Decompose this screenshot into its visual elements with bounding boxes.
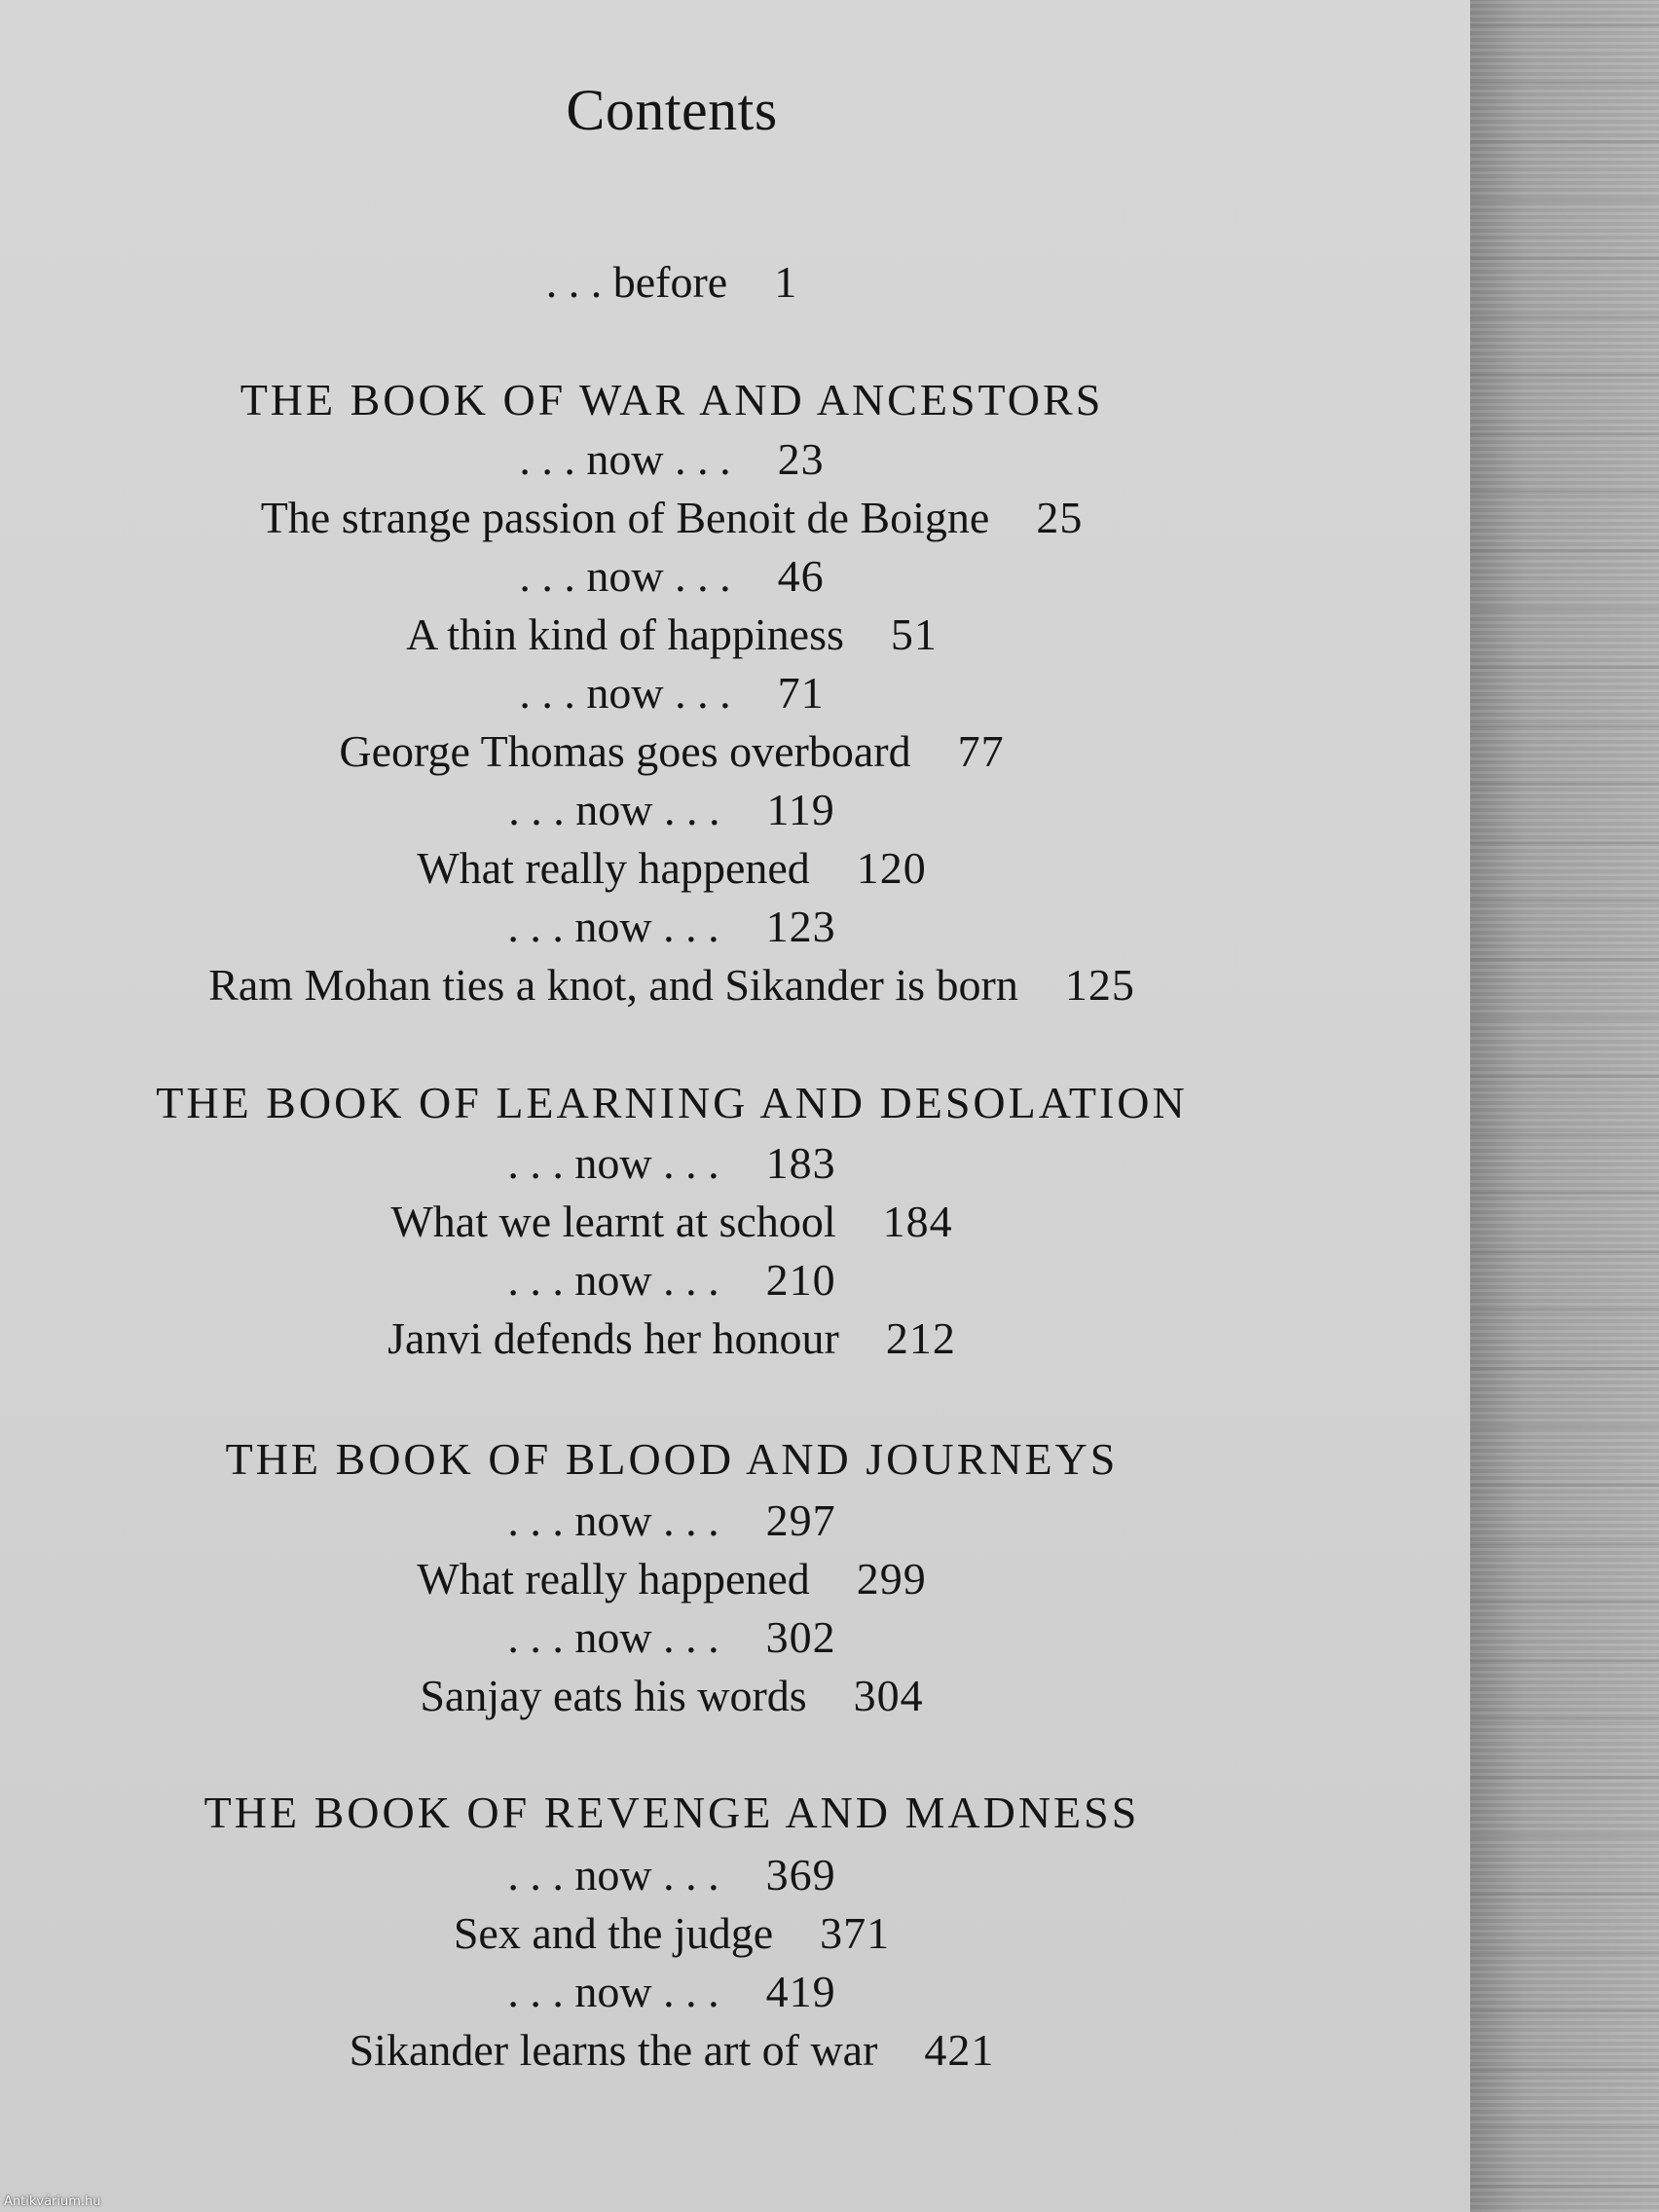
toc-entry bbox=[0, 1848, 1344, 1902]
entry-page-number: 371 bbox=[820, 1908, 891, 1958]
toc-entry bbox=[0, 1195, 1344, 1249]
entry-page-number: 183 bbox=[765, 1138, 836, 1188]
prologue-entry bbox=[0, 255, 1344, 310]
section-heading: THE BOOK OF WAR AND ANCESTORS bbox=[240, 375, 1104, 424]
entry-page-number: 419 bbox=[765, 1967, 836, 2016]
entry-label: The strange passion of Benoit de Boigne bbox=[260, 493, 990, 542]
section-heading: THE BOOK OF BLOOD AND JOURNEYS bbox=[225, 1434, 1119, 1484]
toc-entry bbox=[0, 1552, 1344, 1606]
entry-label: . . . now . . . bbox=[507, 1612, 719, 1662]
entry-page-number: 212 bbox=[885, 1313, 956, 1363]
toc-entry bbox=[0, 1136, 1344, 1191]
entry-label: Ram Mohan ties a knot, and Sikander is born bbox=[208, 960, 1018, 1010]
entry-page-number: 369 bbox=[765, 1850, 836, 1899]
toc-entry bbox=[0, 1253, 1344, 1308]
toc-entry bbox=[0, 900, 1344, 954]
toc-entry bbox=[0, 491, 1344, 545]
entry-label: Sikander learns the art of war bbox=[349, 2025, 878, 2075]
toc-entry bbox=[0, 432, 1344, 487]
toc-entry bbox=[0, 1493, 1344, 1548]
entry-label: . . . before bbox=[545, 257, 728, 307]
entry-page-number: 71 bbox=[777, 668, 825, 718]
entry-page-number: 304 bbox=[853, 1671, 924, 1720]
entry-label: . . . now . . . bbox=[519, 434, 731, 484]
section-heading: THE BOOK OF LEARNING AND DESOLATION bbox=[156, 1078, 1188, 1127]
entry-label: . . . now . . . bbox=[507, 1850, 719, 1899]
entry-label: George Thomas goes overboard bbox=[339, 726, 911, 776]
entry-page-number: 51 bbox=[890, 609, 938, 659]
entry-label: . . . now . . . bbox=[507, 902, 719, 951]
entry-page-number: 125 bbox=[1064, 960, 1135, 1010]
entry-page-number: 421 bbox=[924, 2025, 995, 2075]
entry-label: . . . now . . . bbox=[519, 668, 731, 718]
entry-label: . . . now . . . bbox=[507, 1967, 719, 2016]
toc-entry bbox=[0, 841, 1344, 896]
entry-label: Sex and the judge bbox=[453, 1908, 774, 1958]
entry-label: What we learnt at school bbox=[390, 1197, 836, 1246]
toc-entry bbox=[0, 724, 1344, 779]
entry-label: . . . now . . . bbox=[508, 785, 720, 834]
entry-label: Janvi defends her honour bbox=[387, 1313, 839, 1363]
bleed-through-text bbox=[1470, 0, 1659, 2212]
toc-entry bbox=[0, 549, 1344, 604]
toc-entry bbox=[0, 1906, 1344, 1961]
toc-entry bbox=[0, 1669, 1344, 1723]
entry-label: . . . now . . . bbox=[519, 551, 731, 601]
toc-entry bbox=[0, 958, 1344, 1013]
entry-label: A thin kind of happiness bbox=[406, 609, 844, 659]
toc-entry bbox=[0, 666, 1344, 720]
entry-label: What really happened bbox=[417, 1554, 810, 1604]
next-page-edge bbox=[1470, 0, 1659, 2212]
entry-page-number: 120 bbox=[856, 843, 927, 893]
entry-page-number: 46 bbox=[777, 551, 825, 601]
entry-label: What really happened bbox=[417, 843, 810, 893]
entry-label: . . . now . . . bbox=[507, 1495, 719, 1545]
entry-page-number: 77 bbox=[957, 726, 1005, 776]
entry-page-number: 23 bbox=[777, 434, 825, 484]
toc-entry bbox=[0, 1965, 1344, 2019]
entry-page-number: 184 bbox=[882, 1197, 953, 1246]
toc-entry bbox=[0, 2023, 1344, 2078]
entry-page-number: 119 bbox=[766, 785, 835, 834]
entry-page-number: 210 bbox=[765, 1255, 836, 1305]
entry-page-number: 25 bbox=[1036, 493, 1084, 542]
entry-page-number: 123 bbox=[765, 902, 836, 951]
toc-entry bbox=[0, 783, 1344, 837]
entry-page-number: 297 bbox=[765, 1495, 836, 1545]
toc-entry bbox=[0, 1311, 1344, 1366]
entry-label: Sanjay eats his words bbox=[420, 1671, 807, 1720]
entry-label: . . . now . . . bbox=[507, 1138, 719, 1188]
entry-label: . . . now . . . bbox=[507, 1255, 719, 1305]
entry-page-number: 1 bbox=[774, 257, 798, 307]
page-title: Contents bbox=[566, 78, 778, 142]
toc-entry bbox=[0, 1610, 1344, 1665]
toc-entry bbox=[0, 608, 1344, 662]
entry-page-number: 302 bbox=[765, 1612, 836, 1662]
section-heading: THE BOOK OF REVENGE AND MADNESS bbox=[203, 1788, 1140, 1837]
watermark-text: Antikvárium.hu bbox=[4, 2194, 101, 2209]
entry-page-number: 299 bbox=[856, 1554, 927, 1604]
